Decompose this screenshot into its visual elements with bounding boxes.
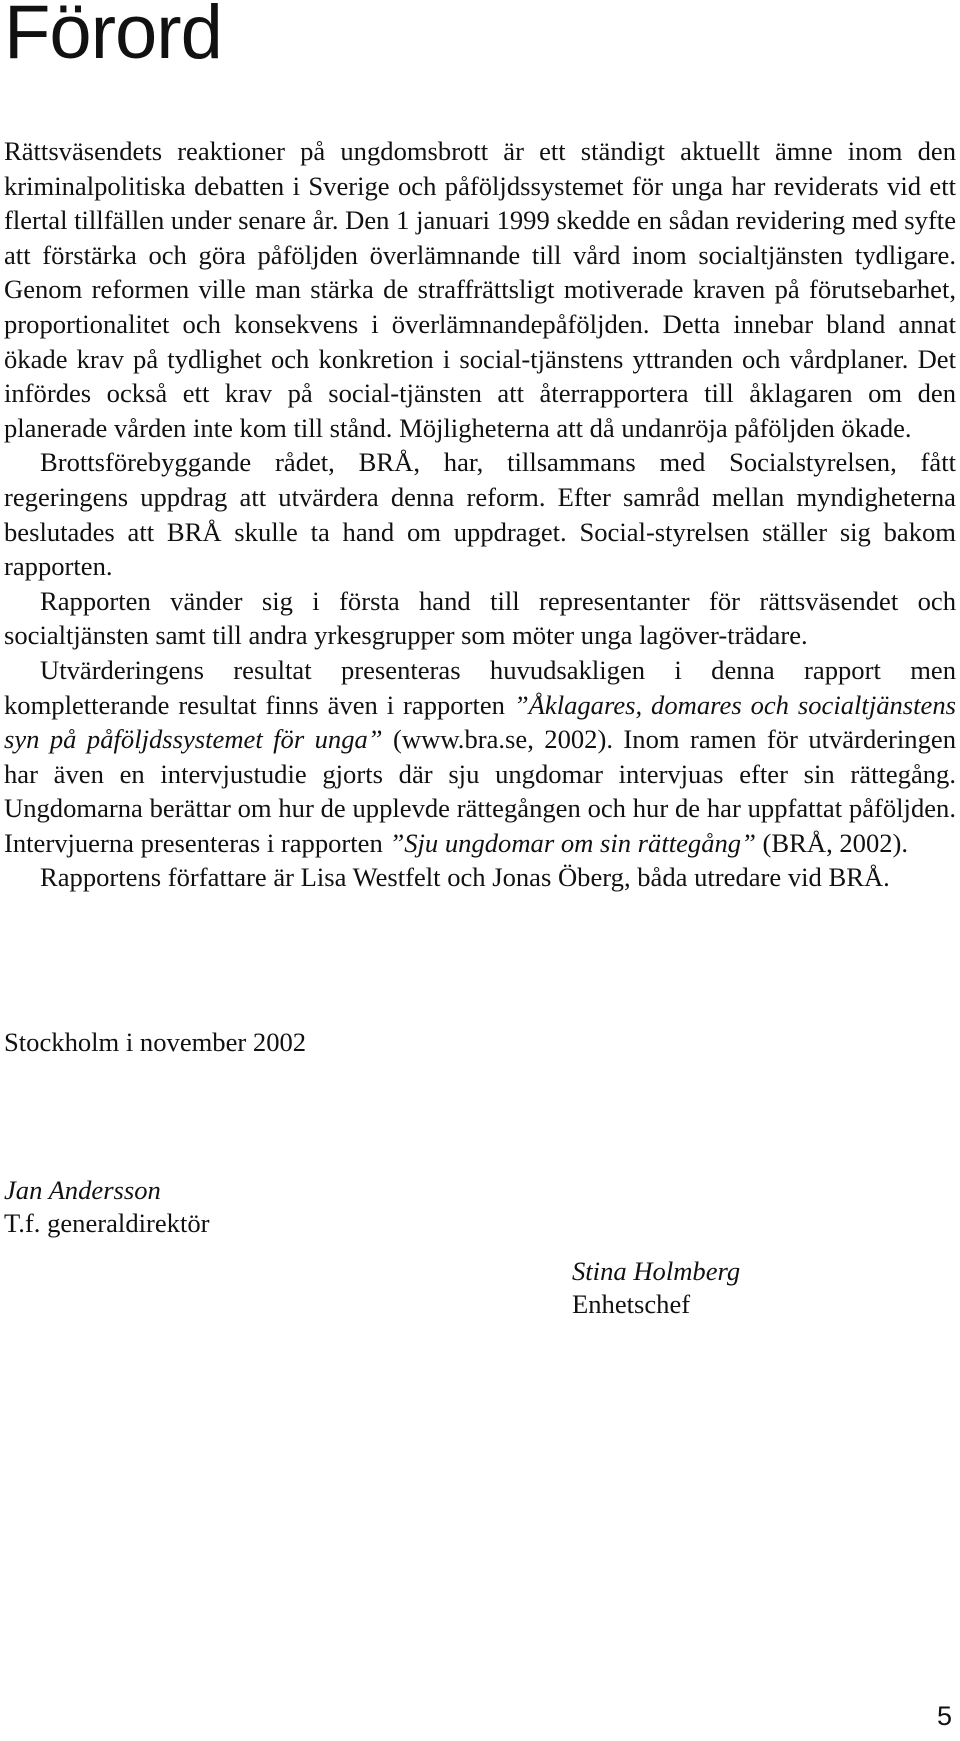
foreword-body xyxy=(4,134,956,895)
page-title: Förord xyxy=(4,0,222,75)
paragraph-text: Rapportens författare är Lisa Westfelt och Jonas Öberg, båda utredare vid BRÅ. xyxy=(40,862,890,893)
signatory-title: T.f. generaldirektör xyxy=(4,1208,210,1238)
paragraph-text: Rättsväsendets reaktioner på ungdomsbrott är ett ständigt aktuellt ämne inom den kriminalpolitiska debatten i Sverige och påföljdssystemet för unga har reviderats vid ett flertal tillfällen under senare år. Den 1 januari 1999 skedde en sådan revidering med syfte att förstärka och göra påföljden överlämnande till vård inom socialtjänsten tydligare. Genom reformen ville man stärka de straffrättsligt motiverade kraven på förutsebarhet, proportionalitet och konsekvens i överlämnandepåföljden. Detta innebar bland annat ökade krav på tydlighet och konkretion i social-tjänstens yttranden och vårdplaner. Det infördes också ett krav på social-tjänsten att återrapportera till åklagaren om den planerade vården inte kom till stånd. Möjligheterna att då undanröja påföljden ökade. xyxy=(4,136,956,443)
paragraph-4 xyxy=(4,653,956,861)
paragraph-1 xyxy=(4,134,956,445)
paragraph-5 xyxy=(4,860,956,895)
paragraph-text: Utvärderingens resultat presenteras huvudsakligen i denna rapport men kompletterande resultat finns även i rapporten xyxy=(4,654,956,720)
paragraph-text: Rapporten vänder sig i första hand till representanter för rättsväsendet och socialtjänsten samt till andra yrkesgrupper som möter unga lagöver-trädare. xyxy=(4,585,956,651)
report-title-reference: ”Sju ungdomar om sin rättegång” xyxy=(389,827,756,858)
paragraph-text: (BRÅ, 2002). xyxy=(755,827,909,858)
signatory-name: Stina Holmberg xyxy=(572,1256,741,1286)
paragraph-3 xyxy=(4,584,956,653)
paragraph-2 xyxy=(4,445,956,583)
report-title-reference: ”Åklagares, domares och socialtjänstens syn på påföljdssystemet för unga” xyxy=(4,689,956,755)
signature-director-general xyxy=(4,1174,210,1240)
paragraph-text: (www.bra.se, 2002). Inom ramen för utvärderingen har även en intervjustudie gjorts där sju ungdomar intervjuas efter sin rättegång. Ungdomarna berättar om hur de upplevde rättegången och hur de har uppfattat påföljden. Intervjuerna presenteras i rapporten xyxy=(4,724,956,858)
place-date: Stockholm i november 2002 xyxy=(4,1027,307,1057)
signatory-name: Jan Andersson xyxy=(4,1175,161,1205)
page-number: 5 xyxy=(936,1701,952,1731)
signatory-title: Enhetschef xyxy=(572,1289,691,1319)
paragraph-text: Brottsförebyggande rådet, BRÅ, har, tillsammans med Socialstyrelsen, fått regeringens uppdrag att utvärdera denna reform. Efter samråd mellan myndigheterna beslutades att BRÅ skulle ta hand om uppdraget. Social-styrelsen ställer sig bakom rapporten. xyxy=(4,447,956,582)
signature-unit-head xyxy=(572,1255,740,1321)
